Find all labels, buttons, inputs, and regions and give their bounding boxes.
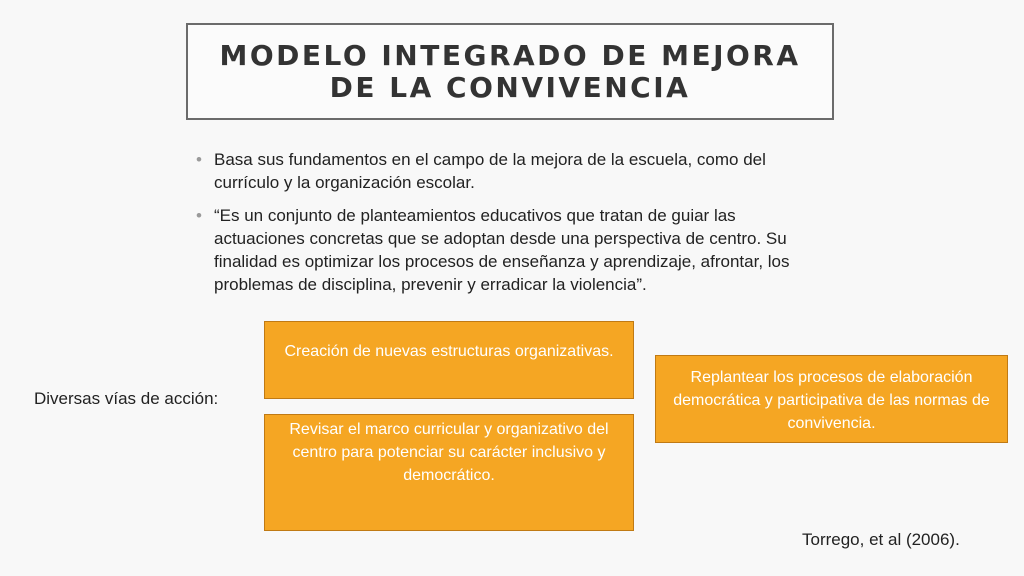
title-box [186,23,834,120]
action-box-normas [655,355,1008,443]
bullet-list [196,148,816,306]
action-box-text: Revisar el marco curricular y organizativo del centro para potenciar su carácter inclusivo y democrático. [289,421,609,484]
bullet-item [196,204,816,296]
action-box-marco-curricular [264,414,634,531]
bullet-icon: • [196,150,202,169]
slide-title: MODELO INTEGRADO DE MEJORA DE LA CONVIVENCIA [219,38,801,104]
action-box-text: Creación de nuevas estructuras organizativas. [284,342,614,360]
action-box-text: Replantear los procesos de elaboración democrática y participativa de las normas de convivencia. [673,368,990,432]
bullet-text: Basa sus fundamentos en el campo de la mejora de la escuela, como del currículo y la organización escolar. [214,150,766,192]
bullet-icon: • [196,206,202,225]
citation: Torrego, et al (2006). [802,530,960,549]
action-box-estructuras [264,321,634,399]
bullet-text: “Es un conjunto de planteamientos educativos que tratan de guiar las actuaciones concretas que se adoptan desde una perspectiva de centro. Su finalidad es optimizar los procesos de enseñanza y aprendizaje, afrontar, los problemas de disciplina, prevenir y erradicar la violencia”. [214,206,790,294]
vias-label: Diversas vías de acción: [34,389,219,408]
bullet-item [196,148,816,194]
